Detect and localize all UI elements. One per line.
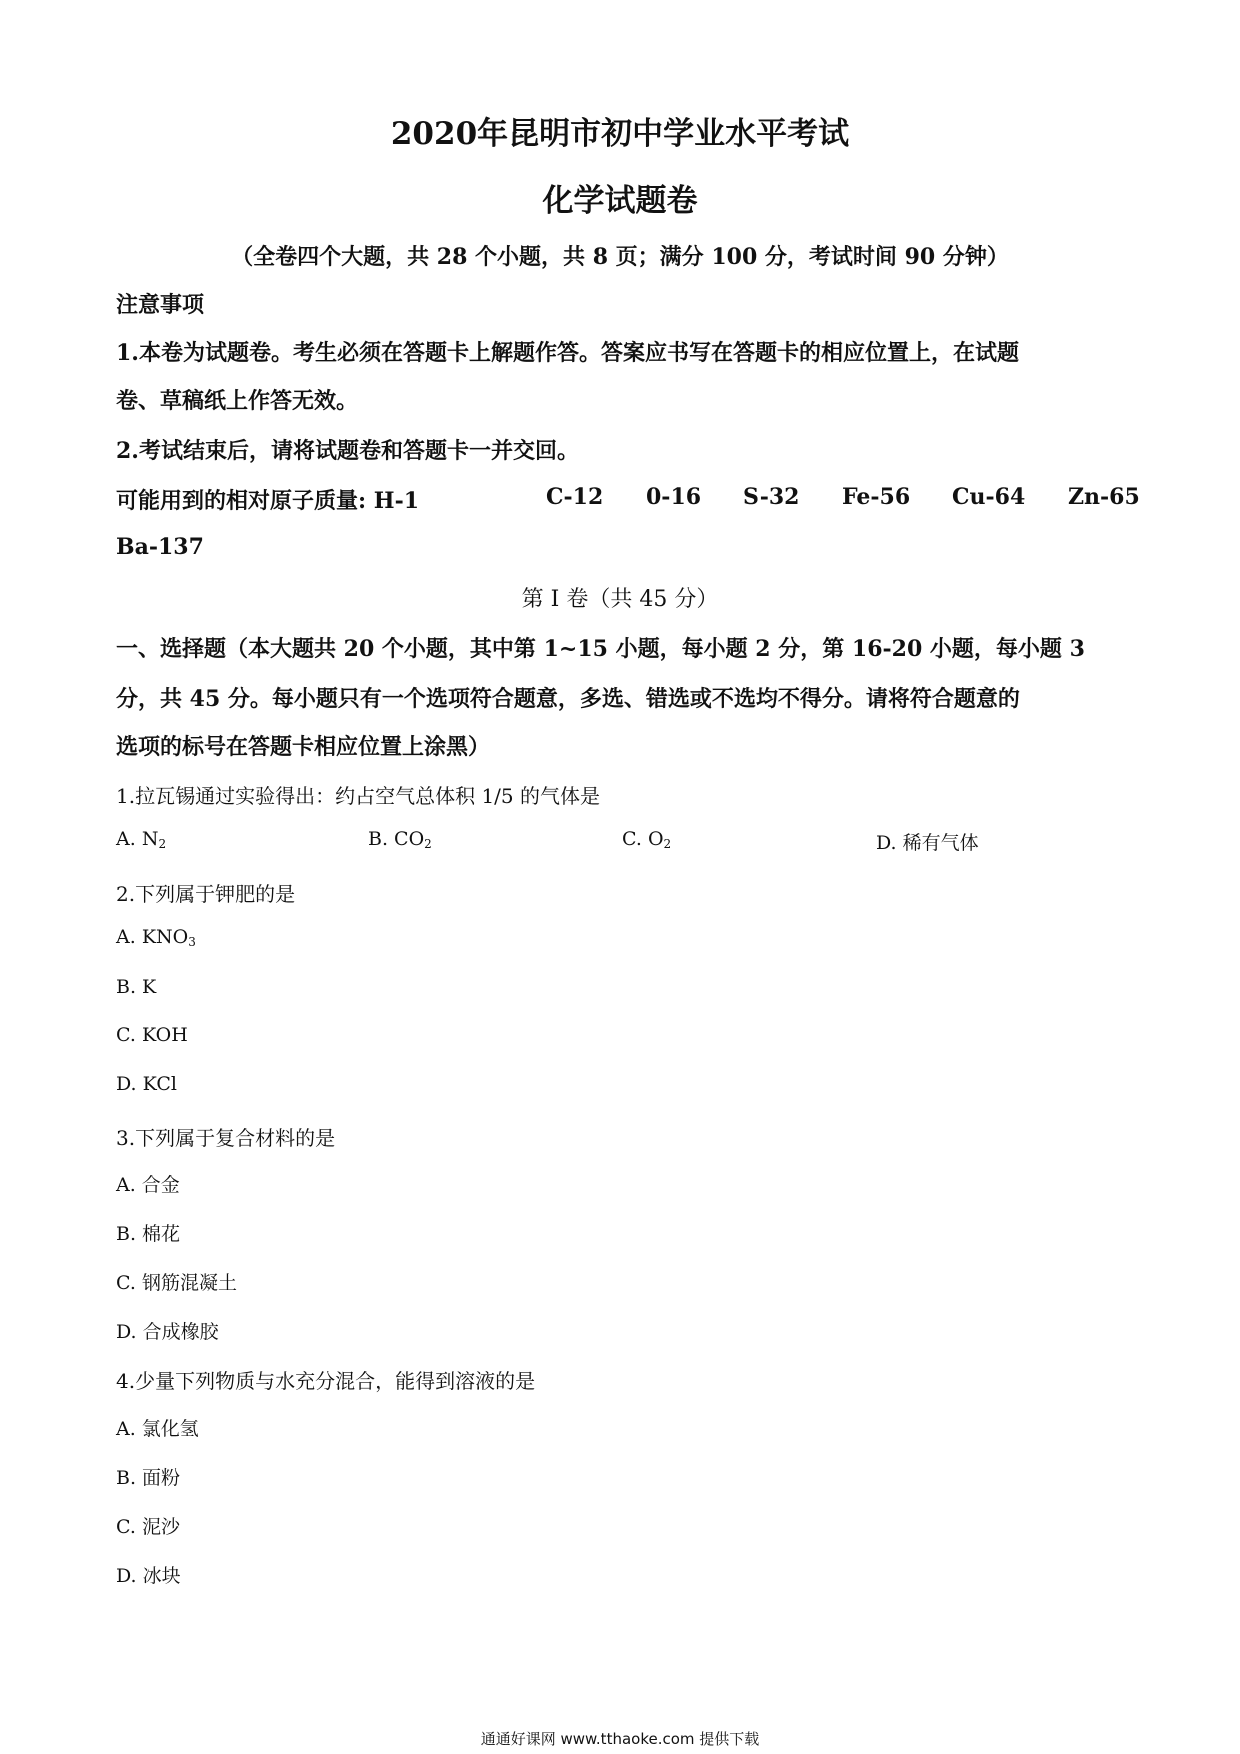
question-3-option-c: C. 钢筋混凝土 <box>116 1272 237 1294</box>
question-4-stem: 4.少量下列物质与水充分混合，能得到溶液的是 <box>116 1369 536 1393</box>
exam-subtitle: 化学试题卷 <box>542 183 698 219</box>
exam-info: （全卷四个大题，共 28 个小题，共 8 页；满分 100 分，考试时间 90 分钟） <box>231 244 1009 270</box>
atomic-mass-ba: Ba-137 <box>116 534 204 560</box>
footer-watermark: 通通好课网 www.tthaoke.com 提供下载 <box>480 1730 760 1748</box>
question-4-option-b: B. 面粉 <box>116 1467 181 1489</box>
notice-item-1-cont: 卷、草稿纸上作答无效。 <box>116 388 359 414</box>
question-4-option-a: A. 氯化氢 <box>116 1418 199 1440</box>
exam-title: 2020年昆明市初中学业水平考试 <box>390 116 850 152</box>
question-1-option-a: A. $N_2$ <box>116 828 167 851</box>
question-4-option-d: D. 冰块 <box>116 1565 181 1587</box>
atomic-mass-o: 0-16 <box>646 484 702 510</box>
notice-item-1: 1.本卷为试题卷。考生必须在答题卡上解题作答。答案应书写在答题卡的相应位置上，在试题 <box>116 340 1019 366</box>
question-2-stem: 2.下列属于钾肥的是 <box>116 882 296 906</box>
question-3-option-a: A. 合金 <box>116 1174 180 1196</box>
section-instructions-1: 一、选择题（本大题共 20 个小题，其中第 1~15 小题，每小题 2 分，第 16-20 小题，每小题 3 <box>116 636 1085 662</box>
question-3-stem: 3.下列属于复合材料的是 <box>116 1126 336 1150</box>
atomic-mass-zn: Zn-65 <box>1068 484 1140 510</box>
question-4-option-c: C. 泥沙 <box>116 1516 180 1538</box>
question-1-stem: 1.拉瓦锡通过实验得出：约占空气总体积 1/5 的气体是 <box>116 784 600 808</box>
question-2-option-a: A. $KNO_3$ <box>116 926 196 949</box>
atomic-mass-c: C-12 <box>546 484 604 510</box>
section-title: 第 I 卷（共 45 分） <box>521 587 719 612</box>
question-1-option-d: D. 稀有气体 <box>876 832 979 854</box>
question-2-option-b: B. K <box>116 976 157 998</box>
atomic-mass-fe: Fe-56 <box>842 484 911 510</box>
question-1-option-c: C. $O_2$ <box>622 828 672 851</box>
question-1-option-b: B. $CO_2$ <box>368 828 432 851</box>
atomic-mass-s: S-32 <box>743 484 800 510</box>
atomic-mass-label: 可能用到的相对原子质量: H-1 <box>116 488 420 514</box>
section-instructions-2: 分，共 45 分。每小题只有一个选项符合题意，多选、错选或不选均不得分。请将符合题意的 <box>116 686 1020 712</box>
question-2-option-c: C. KOH <box>116 1024 188 1046</box>
question-3-option-d: D. 合成橡胶 <box>116 1321 219 1343</box>
notice-item-2: 2.考试结束后，请将试题卷和答题卡一并交回。 <box>116 438 579 464</box>
question-2-option-d: D. KCl <box>116 1073 177 1095</box>
atomic-mass-cu: Cu-64 <box>952 484 1026 510</box>
section-instructions-3: 选项的标号在答题卡相应位置上涂黑） <box>116 734 491 760</box>
question-3-option-b: B. 棉花 <box>116 1223 181 1245</box>
notice-heading: 注意事项 <box>116 292 205 318</box>
